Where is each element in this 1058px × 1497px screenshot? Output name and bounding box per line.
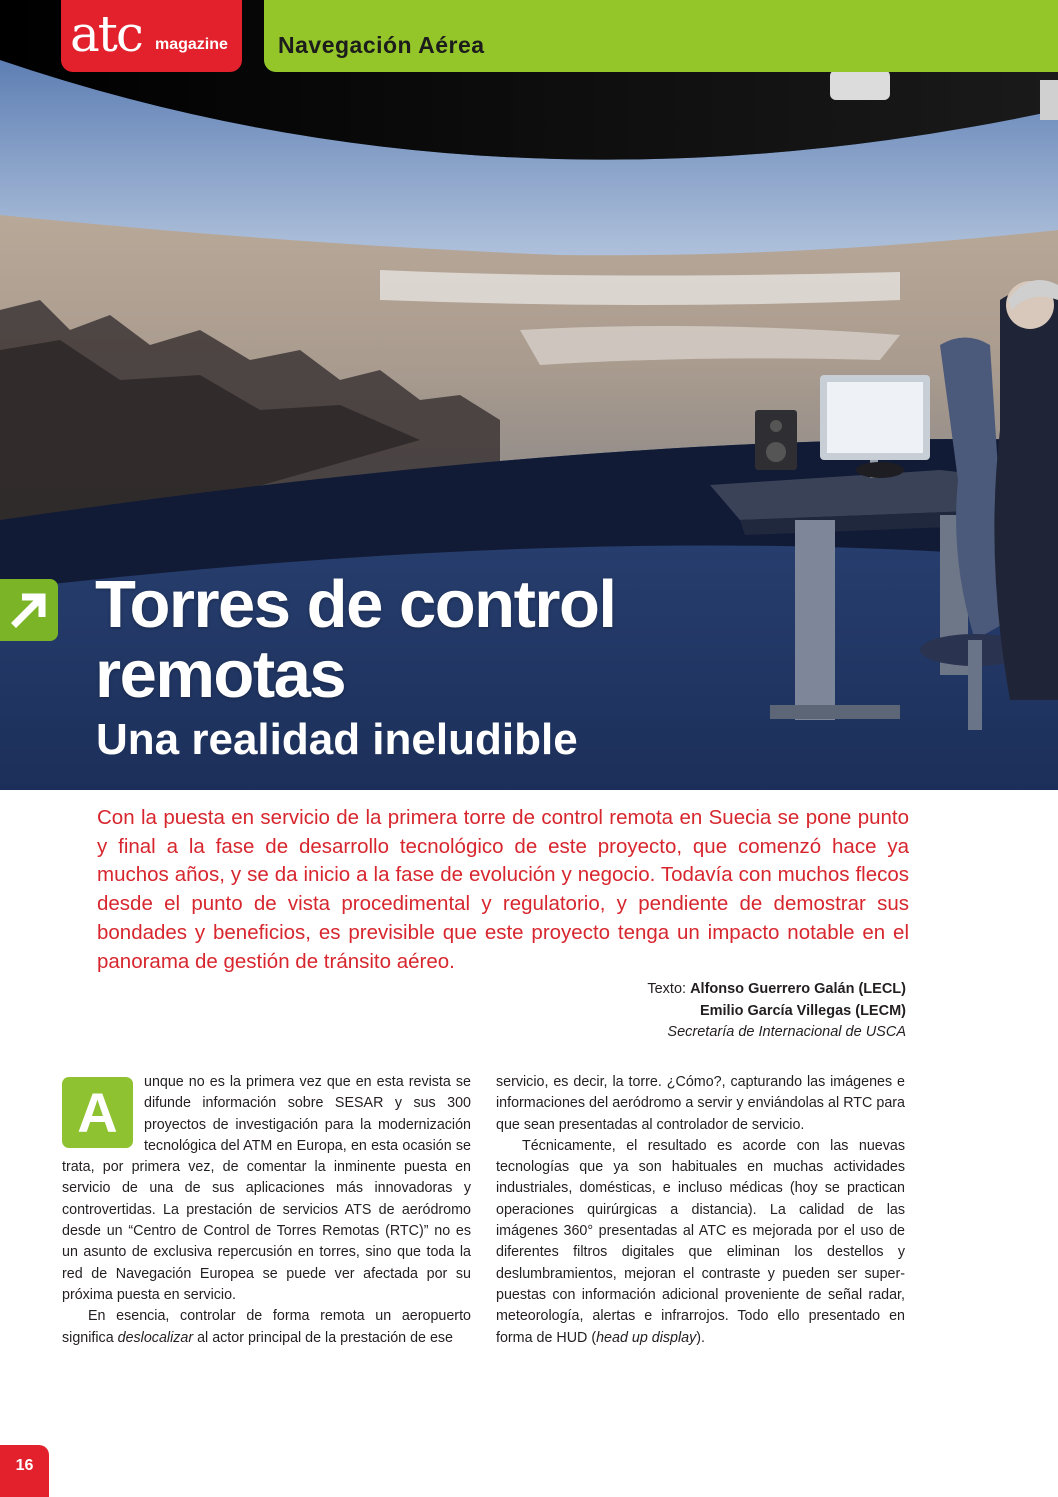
body-paragraph-2	[62, 1306, 471, 1349]
body-paragraph-4-emphasis: head up display	[596, 1329, 697, 1346]
credit-label: Texto:	[647, 981, 687, 997]
title-arrow-tab	[0, 579, 58, 641]
credit-line-2	[647, 1001, 906, 1023]
magazine-logo	[61, 0, 242, 72]
article-title	[95, 567, 616, 712]
section-title: Navegación Aérea	[278, 32, 485, 58]
page-number: 16	[0, 1445, 49, 1497]
author-2: Emilio García Villegas (LECM)	[699, 1002, 906, 1019]
body-paragraph-1: unque no es la primera vez que en esta revista se difunde información sobre SESAR y sus 300 proyectos de investigación para la modernización tecnológica del ATM en Europa, en esta ocasión se trata, por primera vez, de comentar la inminente puesta en servicio de una de sus aplicaciones más innovadoras y controvertidas. La prestación de servicios ATS de aeródromo desde un “Centro de Control de Torres Remotas (RTC)” no es un asunto de exclusiva repercusión en torres, sino que toda la red de Navegación Europea se puede ver afectada por su próxima puesta en servicio.	[62, 1074, 471, 1303]
logo-atc: atc	[70, 5, 142, 63]
body-paragraph-4-b: ).	[696, 1329, 705, 1346]
credits	[647, 979, 906, 1044]
title-line-1: Torres de control	[95, 567, 616, 642]
logo-magazine: magazine	[155, 36, 228, 53]
section-header	[264, 0, 1058, 72]
body-paragraph-2-emphasis: deslocalizar	[117, 1329, 194, 1346]
arrow-up-right-icon	[10, 591, 48, 629]
affiliation: Secretaría de Internacional de USCA	[667, 1024, 906, 1040]
article-subtitle: Una realidad ineludible	[96, 715, 578, 764]
body-column-2	[496, 1072, 905, 1349]
title-line-2: remotas	[95, 637, 346, 712]
credit-line-1	[647, 979, 906, 1001]
body-paragraph-2-a: En esencia, controlar de forma remota un aeropuerto significa	[62, 1308, 471, 1346]
body-paragraph-3: servicio, es decir, la torre. ¿Cómo?, capturando las imágenes e informaciones del aeródromo a servir y enviándolas al RTC para que sean presentadas al controlador de servicio.	[496, 1074, 905, 1133]
body-paragraph-2-b: al actor principal de la prestación de ese	[193, 1329, 454, 1346]
body-paragraph-4-a: Técnicamente, el resultado es acorde con las nuevas tecnologías que ya son habituales en muchas actividades industriales, domésticas, e incluso médicas (hoy se practican operaciones quirúrgicas a distancia). La calidad de las imágenes 360° presentadas al ATC es mejorada por el uso de diferentes filtros digitales que eliminan los destellos y deslumbramientos, mejoran el contraste y pueden ser superpuestas con información adicional proveniente de señal radar, meteorología, alertas e infrarrojos. Todo ello presentado en forma de HUD (	[496, 1137, 905, 1346]
lead-paragraph: Con la puesta en servicio de la primera torre de control remota en Suecia se pone punto y final a la fase de desarrollo tecnológico de este proyecto, que comenzó hace ya muchos años, y se da inicio a la fase de evolución y negocio. Todavía con muchos flecos desde el punto de vista procedimental y regulatorio, y pendiente de demostrar sus bondades y beneficios, es previsible que este proyecto tenga un impacto notable en el panorama de gestión de tránsito aéreo.	[97, 806, 909, 973]
drop-cap: A	[62, 1077, 133, 1148]
credit-line-3	[647, 1022, 906, 1044]
body-column-1	[62, 1072, 471, 1349]
body-paragraph-4	[496, 1136, 905, 1349]
author-1: Alfonso Guerrero Galán (LECL)	[690, 981, 906, 997]
